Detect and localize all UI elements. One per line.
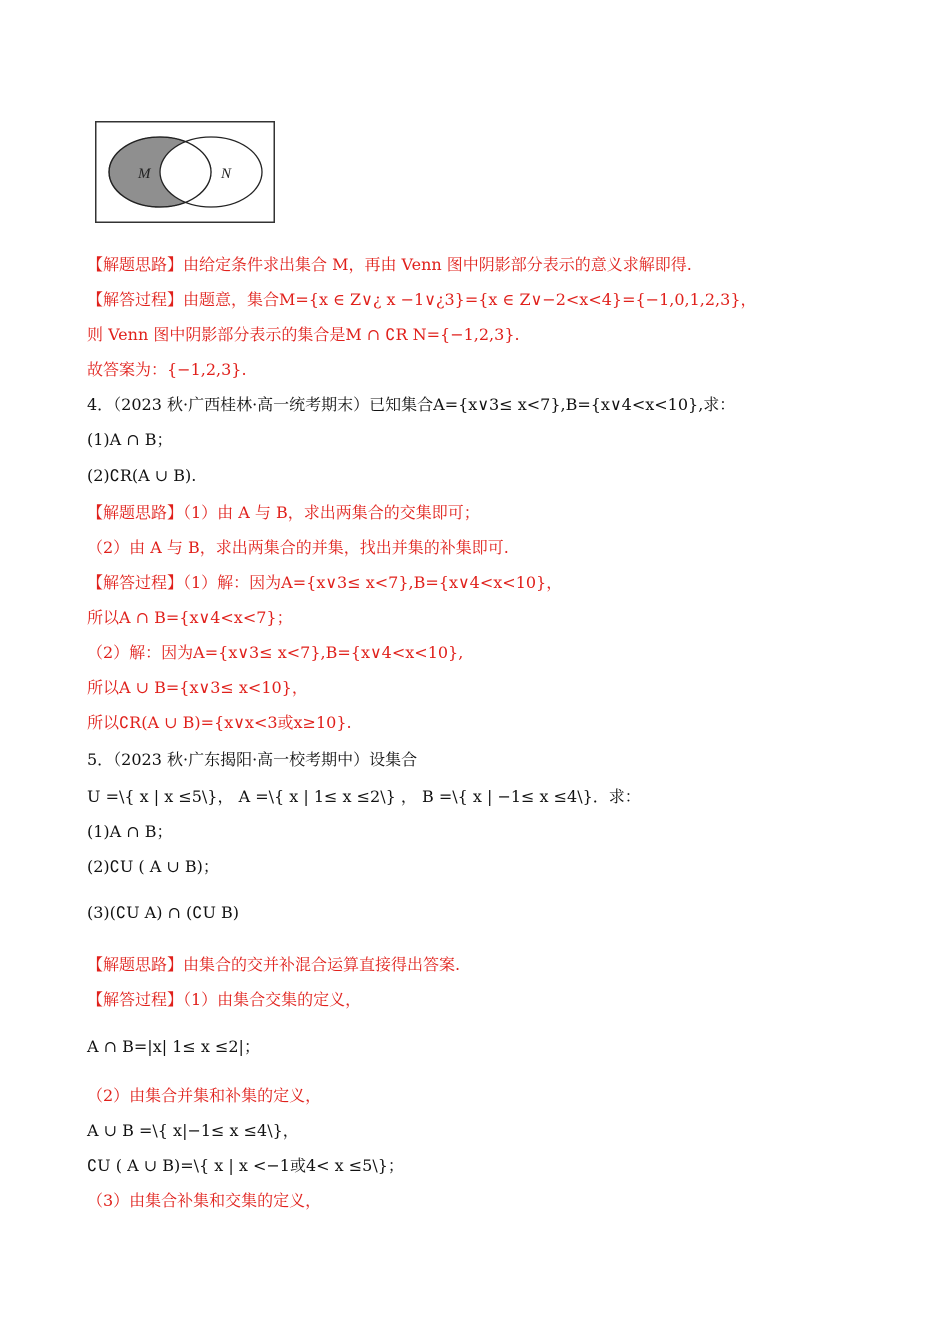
solution-process-5-1: 【解答过程】（1）由集合交集的定义， bbox=[87, 990, 362, 1009]
solution-process-4-2: （2）解：因为A={x∨3≤ x<7},B={x∨4<x<10}, bbox=[87, 643, 464, 662]
solution-process-4-1-result: 所以A ∩ B={x∨4<x<7}； bbox=[87, 608, 293, 627]
solution-process-3: 【解答过程】由题意，集合M={x ∈ Z∨¿ x −1∨¿3}={x ∈ Z∨−2<x<4}={−1,0,1,2,3}， bbox=[87, 290, 757, 309]
solution-idea-5: 【解题思路】由集合的交并补混合运算直接得出答案. bbox=[87, 955, 461, 974]
solution-process-4-2-result: 所以∁R(A ∪ B)={x∨x<3或x≥10}. bbox=[87, 713, 352, 732]
solution-process-5-3: （3）由集合补集和交集的定义， bbox=[87, 1191, 322, 1210]
solution-process-5-2: （2）由集合并集和补集的定义， bbox=[87, 1086, 322, 1105]
question-5-part-2: (2)∁U ( A ∪ B)； bbox=[87, 857, 219, 876]
solution-process-3-cont: 则 Venn 图中阴影部分表示的集合是M ∩ ∁R N={−1,2,3}. bbox=[87, 325, 520, 344]
question-4: 4．（2023 秋·广西桂林·高一统考期末）已知集合A={x∨3≤ x<7},B={x∨4<x<10},求： bbox=[87, 395, 736, 414]
solution-process-4-2-union: 所以A ∪ B={x∨3≤ x<10}， bbox=[87, 678, 308, 697]
question-4-part-2: (2)∁R(A ∪ B). bbox=[87, 466, 197, 485]
solution-idea-4-cont: （2）由 A 与 B，求出两集合的并集，找出并集的补集即可. bbox=[87, 538, 509, 557]
label-m: M bbox=[138, 166, 151, 182]
venn-diagram bbox=[95, 121, 275, 223]
solution-5-1-result: A ∩ B=|x| 1≤ x ≤2|； bbox=[87, 1037, 260, 1056]
question-5: 5．（2023 秋·广东揭阳·高一校考期中）设集合 bbox=[87, 750, 418, 769]
question-5-sets: U =\{ x | x ≤5\}， A =\{ x | 1≤ x ≤2\} ， B =\{ x | −1≤ x ≤4\}．求： bbox=[87, 787, 641, 806]
label-n: N bbox=[221, 166, 232, 182]
solution-idea-3: 【解题思路】由给定条件求出集合 M，再由 Venn 图中阴影部分表示的意义求解即得. bbox=[87, 255, 692, 274]
question-5-part-1: (1)A ∩ B； bbox=[87, 822, 173, 841]
question-5-part-3: (3)(∁U A) ∩ (∁U B) bbox=[87, 903, 240, 922]
solution-5-2-union: A ∪ B =\{ x|−1≤ x ≤4\}， bbox=[87, 1121, 299, 1140]
answer-3: 故答案为：{−1,2,3}. bbox=[87, 360, 247, 379]
question-4-part-1: (1)A ∩ B； bbox=[87, 430, 173, 449]
solution-idea-4: 【解题思路】（1）由 A 与 B，求出两集合的交集即可； bbox=[87, 503, 480, 522]
solution-5-2-complement: ∁U ( A ∪ B)=\{ x | x <−1或4< x ≤5\}； bbox=[87, 1156, 404, 1175]
solution-process-4-1: 【解答过程】（1）解：因为A={x∨3≤ x<7},B={x∨4<x<10}， bbox=[87, 573, 563, 592]
